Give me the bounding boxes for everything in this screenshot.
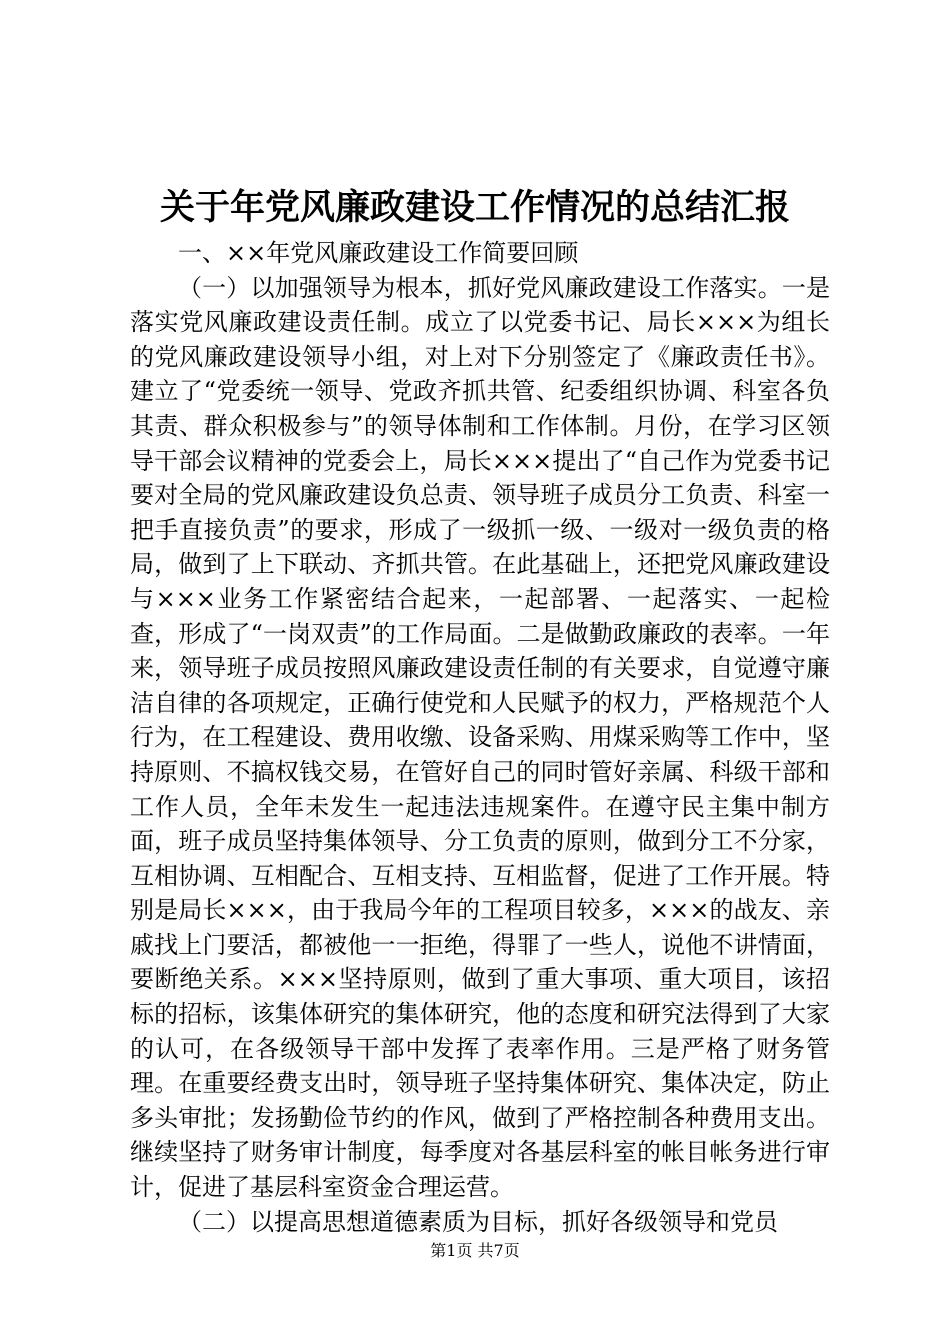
document-title: 关于年党风廉政建设工作情况的总结汇报 bbox=[159, 187, 790, 228]
document-body bbox=[130, 236, 830, 1239]
section-heading: 一、××年党风廉政建设工作简要回顾 bbox=[178, 239, 579, 267]
paragraph-1: （一）以加强领导为根本，抓好党风廉政建设工作落实。一是落实党风廉政建设责任制。成立了以党委书记、局长×××为组长的党风廉政建设领导小组，对上对下分别签定了《廉政责任书》。建立了“党委统一领导、党政齐抓共管、纪委组织协调、科室各负其责、群众积极参与”的领导体制和工作体制。月份，在学习区领导干部会议精神的党委会上，局长×××提出了“自己作为党委书记要对全局的党风廉政建设负总责、领导班子成员分工负责、科室一把手直接负责”的要求，形成了一级抓一级、一级对一级负责的格局，做到了上下联动、齐抓共管。在此基础上，还把党风廉政建设与×××业务工作紧密结合起来，一起部署、一起落实、一起检查，形成了“一岗双责”的工作局面。二是做勤政廉政的表率。一年来，领导班子成员按照风廉政建设责任制的有关要求，自觉遵守廉洁自律的各项规定，正确行使党和人民赋予的权力，严格规范个人行为，在工程建设、费用收缴、设备采购、用煤采购等工作中，坚持原则、不搞权钱交易，在管好自己的同时管好亲属、科级干部和工作人员，全年未发生一起违法违规案件。在遵守民主集中制方面，班子成员坚持集体领导、分工负责的原则，做到分工不分家，互相协调、互相配合、互相支持、互相监督，促进了工作开展。特别是局长×××，由于我局今年的工程项目较多，×××的战友、亲戚找上门要活，都被他一一拒绝，得罪了一些人，说他不讲情面，要断绝关系。×××坚持原则，做到了重大事项、重大项目，该招标的招标，该集体研究的集体研究，他的态度和研究法得到了大家的认可，在各级领导干部中发挥了表率作用。三是严格了财务管理。在重要经费支出时，领导班子坚持集体研究、集体决定，防止多头审批；发扬勤俭节约的作风，做到了严格控制各种费用支出。继续坚持了财务审计制度，每季度对各基层科室的帐目帐务进行审计，促进了基层科室资金合理运营。 bbox=[130, 273, 830, 1202]
paragraph-2: （二）以提高思想道德素质为目标，抓好各级领导和党员 bbox=[178, 1207, 778, 1236]
page-footer: 第1页 共7页 bbox=[430, 1241, 520, 1260]
